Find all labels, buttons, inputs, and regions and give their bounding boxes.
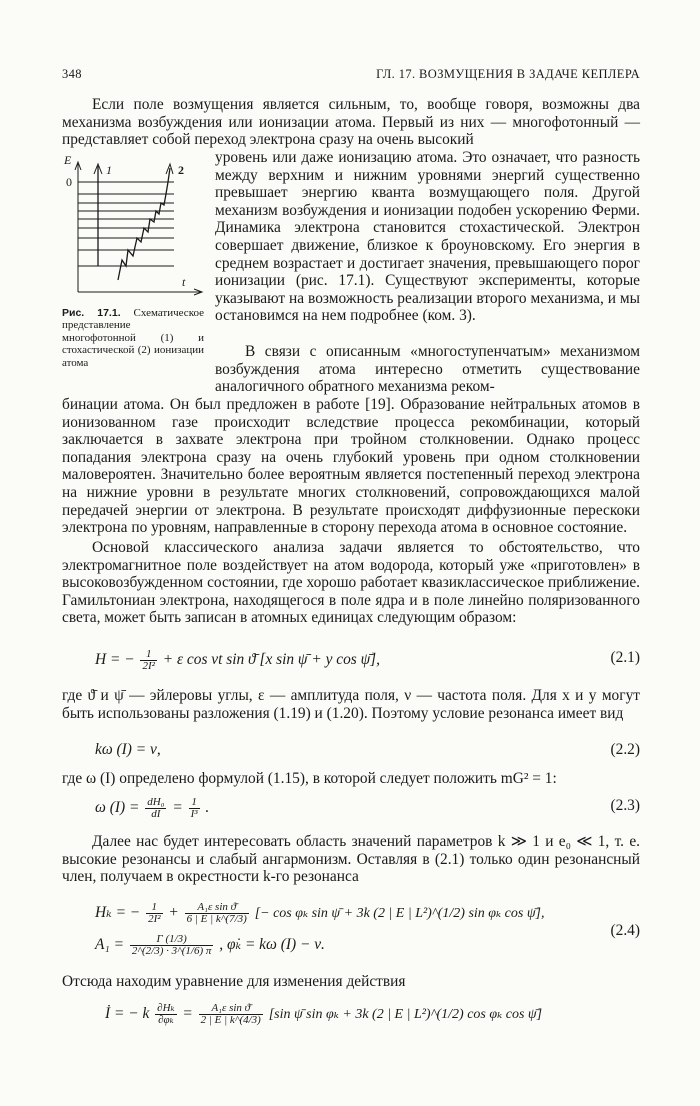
eq25-frac1-num: ∂Hₖ xyxy=(157,1002,175,1014)
eq24-number: (2.4) xyxy=(610,922,640,939)
paragraph-1-wrap: уровень или даже ионизацию атома. Это означает, что разность между верхним и нижним уровнями энергий существенно превышает энергию кванта возмущающего поля. Другой механизм возбуждения и ионизации подобен ускорению Ферми. Динамика электрона становится стохастической. Электрон совершает движение, близкое к броуновскому. Его энергия в среднем возрастает и достигает значения, превышающего порог ионизации (рис. 17.1). Существуют эксперименты, которые указывают на возможность реализации второго механизма, и мы остановимся на нем подробнее (ком. 3). xyxy=(215,149,640,325)
path-label-2: 2 xyxy=(178,163,184,177)
equation-2-1 xyxy=(95,649,640,671)
eq25-rhs: [sin ψ̄ sin φₖ + 3k (2 | E | L²)^(1/2) cos φₖ cos ψ̄] xyxy=(268,1007,543,1023)
eq21-frac-den: 2I² xyxy=(142,660,155,672)
eq21-frac-num: 1 xyxy=(140,649,156,661)
eq22-number: (2.2) xyxy=(610,741,640,758)
eq24-frac1-den: 2I² xyxy=(148,913,161,925)
axis-label-e: E xyxy=(64,153,72,167)
stochastic-path xyxy=(118,168,170,280)
eq24-line1-lhs: Hₖ = − xyxy=(95,904,141,922)
eq23-end: . xyxy=(205,799,210,817)
text-after-eq22: где ω (I) определено формулой (1.15), в которой следует положить mG² = 1: xyxy=(62,770,557,787)
eq24-plus: + xyxy=(168,904,179,922)
eq24-frac2-den: 6 | E | k^(7/3) xyxy=(186,913,247,925)
paragraph-4: Далее нас будет интересовать область значений параметров k ≫ 1 и e₀ ≪ 1, т. е. высокие резонансы и слабый ангармонизм. Оставляя в (2.1) только один резонансный член, получаем в окрестности k-го резонанса xyxy=(62,833,640,886)
energy-levels xyxy=(78,182,174,266)
equation-2-4 xyxy=(95,902,640,962)
caption-text: Схематическое представление многофотонной (1) и стохастической (2) ионизации атома xyxy=(62,307,204,369)
eq24-line1-rhs: [− cos φₖ sin ψ̄ + 3k (2 | E | L²)^(1/2) sin φₖ cos ψ̄], xyxy=(254,906,545,922)
eq23-frac2-den: I³ xyxy=(190,808,198,820)
paragraph-2-full: бинации атома. Он был предложен в работе [19]. Образование нейтральных атомов в ионизованном газе происходит вследствие процесса рекомбинации, который заключается в захвате электрона при тройном столкновении. Однако процесс попадания электрона сразу на очень глубокий уровень при одном столкновении маловероятен. Значительно более вероятным является постепенный переход электрона на нижние уровни в результате многих столкновений, сопровождающихся малой передачей энергии от электрона. В результате происходят диффузионные перескоки электрона по уровням, направленные в сторону перехода атома в основное состояние. xyxy=(62,396,640,537)
text-after-eq21: где ϑ̄ и ψ̄ — эйлеровы углы, ε — амплитуда поля, ν — частота поля. Для x и y могут быть использованы разложения (1.19) и (1.20). Поэтому условие резонанса имеет вид xyxy=(62,687,640,722)
text-after-eq24: Отсюда находим уравнение для изменения действия xyxy=(62,973,406,990)
equation-2-2 xyxy=(95,741,640,763)
eq21-lhs: H = − xyxy=(95,651,135,669)
eq22-body: kω (I) = ν, xyxy=(95,741,161,758)
equation-2-3 xyxy=(95,797,640,819)
caption-label: Рис. 17.1. xyxy=(62,307,121,319)
eq25-lhs: İ = − k xyxy=(105,1005,150,1023)
axis-label-t: t xyxy=(182,275,186,289)
paragraph-2-wrap: В связи с описанным «многоступенчатым» механизмом возбуждения атома интересно отметить существование аналогичного обратного механизма реком- xyxy=(215,343,640,396)
figure-17-1 xyxy=(62,152,212,302)
eq24-frac3-num: Γ (1/3) xyxy=(130,934,214,946)
page-number: 348 xyxy=(62,67,82,81)
eq24-frac2-num: A₁ε sin ϑ̄ xyxy=(185,902,249,914)
running-title: ГЛ. 17. ВОЗМУЩЕНИЯ В ЗАДАЧЕ КЕПЛЕРА xyxy=(376,67,640,81)
eq24-frac3-den: 2^(2/3) · 3^(1/6) π xyxy=(131,945,212,957)
zero-label: 0 xyxy=(66,175,72,189)
eq23-number: (2.3) xyxy=(610,797,640,814)
eq21-number: (2.1) xyxy=(610,649,640,666)
paragraph-1-full: Если поле возмущения является сильным, то, вообще говоря, возможны два механизма возбуждения или ионизации атома. Первый из них — многофотонный — представляет собой переход электрона сразу на очень высокий xyxy=(62,96,640,149)
eq23-lhs: ω (I) = xyxy=(95,799,140,817)
eq25-frac1-den: ∂φₖ xyxy=(158,1014,174,1026)
eq21-rhs: + ε cos νt sin ϑ̄ [x sin ψ̄ + y cos ψ̄], xyxy=(162,651,381,669)
figure-caption xyxy=(62,307,204,369)
path-label-1: 1 xyxy=(106,163,112,177)
eq25-frac2-num: A₁ε sin ϑ̄ xyxy=(199,1003,263,1015)
eq24-line2-lhs: A₁ = xyxy=(95,936,124,954)
eq23-frac2-num: 1 xyxy=(189,797,200,809)
eq23-frac1-num: dH₀ xyxy=(147,796,165,808)
paragraph-3: Основой классического анализа задачи является то обстоятельство, что электромагнитное поле воздействует на атом водорода, который уже «приготовлен» в высоковозбужденном состоянии, где хорошо работает квазиклассическое приближение. Гамильтониан электрона, находящегося в поле ядра и в поле линейно поляризованного света, может быть записан в атомных единицах следующим образом: xyxy=(62,539,640,627)
eq23-mid: = xyxy=(172,799,183,817)
eq23-frac1-den: dI xyxy=(151,808,161,820)
equation-2-5 xyxy=(95,1003,640,1025)
eq24-frac1-num: 1 xyxy=(146,902,162,914)
eq25-mid: = xyxy=(182,1005,193,1023)
eq24-line2-rhs: , φ̇ₖ = kω (I) − ν. xyxy=(219,936,325,954)
eq25-frac2-den: 2 | E | k^(4/3) xyxy=(200,1014,261,1026)
